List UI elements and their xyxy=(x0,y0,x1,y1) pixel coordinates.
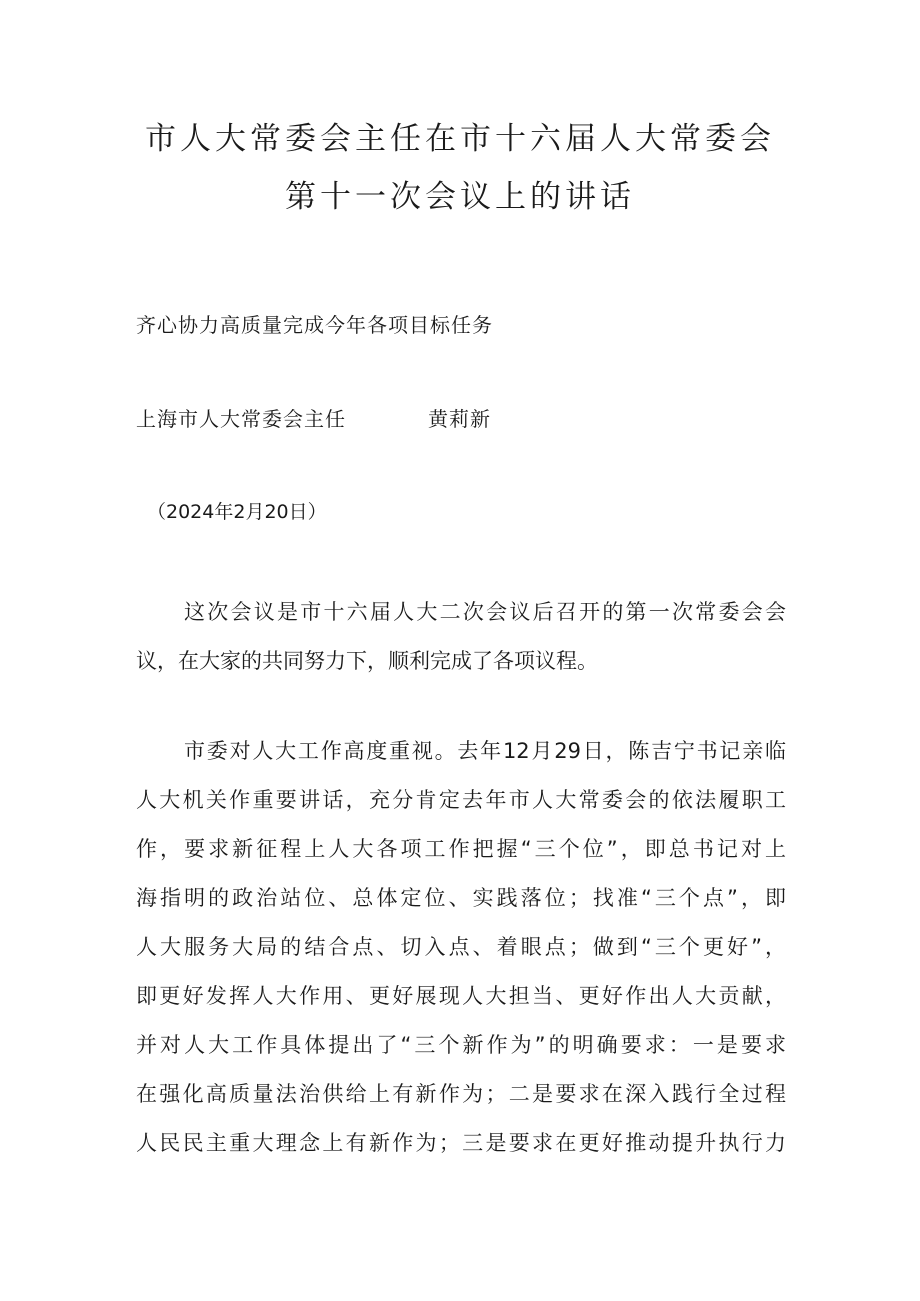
body-paragraph-1 xyxy=(136,602,786,700)
author-line xyxy=(136,407,491,431)
author-position: 上海市人大常委会主任 xyxy=(136,407,346,431)
author-name: 黄莉新 xyxy=(428,407,491,431)
paragraph-line: 市委对人大工作高度重视。去年12月29日，陈吉宁书记亲临 xyxy=(184,739,786,763)
paragraph-line: 议，在大家的共同努力下，顺利完成了各项议程。 xyxy=(136,649,598,673)
speech-date: （2024年2月20日） xyxy=(147,501,327,523)
paragraph-line: 人大服务大局的结合点、切入点、着眼点；做到“三个更好”， xyxy=(136,935,786,959)
speech-subtitle: 齐心协力高质量完成今年各项目标任务 xyxy=(136,313,493,337)
paragraph-line: 并对人大工作具体提出了“三个新作为”的明确要求：一是要求 xyxy=(136,1033,786,1057)
paragraph-line: 人大机关作重要讲话，充分肯定去年市人大常委会的依法履职工 xyxy=(136,788,786,812)
paragraph-line: 人民民主重大理念上有新作为；三是要求在更好推动提升执行力 xyxy=(136,1131,786,1155)
document-title-line-1: 市人大常委会主任在市十六届人大常委会 xyxy=(145,121,775,157)
paragraph-line: 海指明的政治站位、总体定位、实践落位；找准“三个点”，即 xyxy=(136,886,786,910)
paragraph-line: 作，要求新征程上人大各项工作把握“三个位”，即总书记对上 xyxy=(136,837,786,861)
paragraph-line: 在强化高质量法治供给上有新作为；二是要求在深入践行全过程 xyxy=(136,1082,786,1106)
document-title-line-2: 第十一次会议上的讲话 xyxy=(285,179,635,215)
body-paragraph-2 xyxy=(136,741,786,1182)
paragraph-line: 这次会议是市十六届人大二次会议后召开的第一次常委会会 xyxy=(184,600,786,624)
paragraph-line: 即更好发挥人大作用、更好展现人大担当、更好作出人大贡献， xyxy=(136,984,786,1008)
